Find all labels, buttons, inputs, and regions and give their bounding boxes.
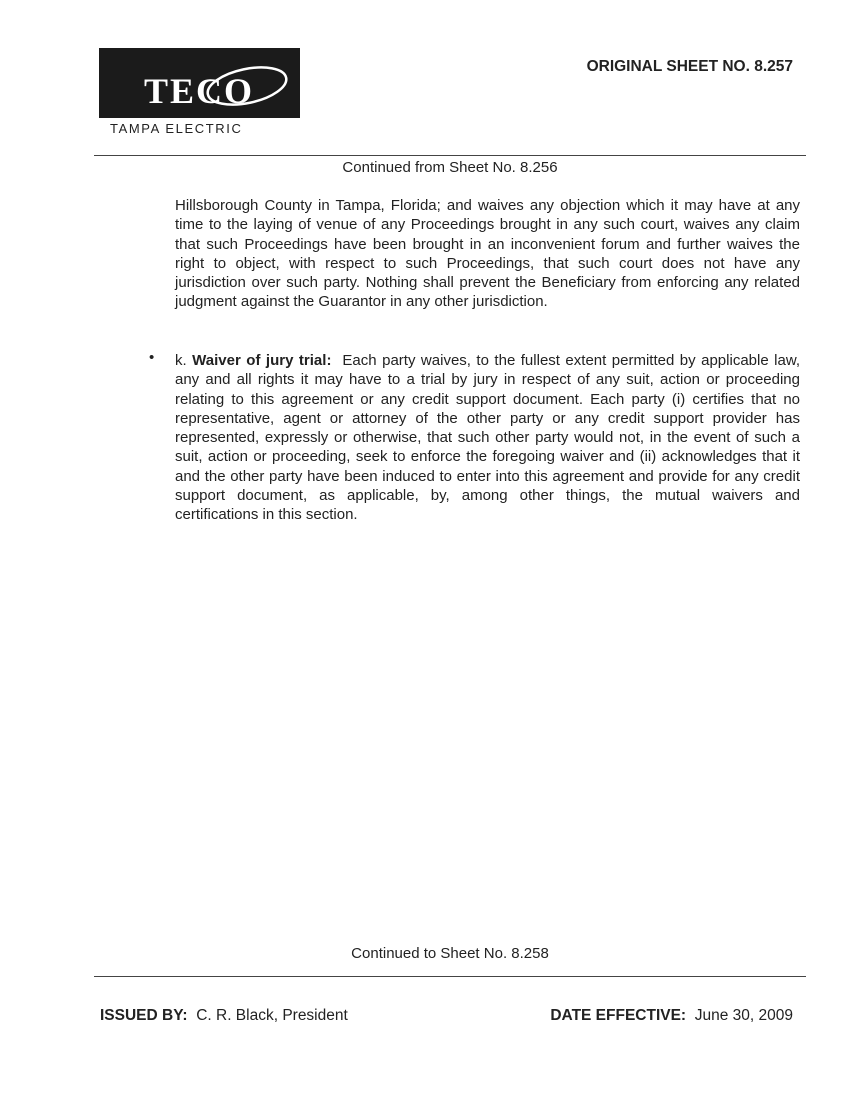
bullet-icon: •: [149, 349, 155, 366]
teco-logo: [99, 48, 300, 118]
section-k-heading: Waiver of jury trial:: [192, 352, 332, 369]
footer-divider: [94, 976, 806, 977]
teco-logo-mark: [99, 48, 300, 118]
issued-by-value: C. R. Black, President: [196, 1007, 348, 1024]
logo-subtitle: TAMPA ELECTRIC: [110, 121, 243, 136]
sheet-number: ORIGINAL SHEET NO. 8.257: [586, 58, 793, 75]
section-k-prefix: k.: [175, 352, 187, 369]
header-divider: [94, 155, 806, 156]
section-k-paragraph: [175, 351, 800, 525]
paragraph-venue: Hillsborough County in Tampa, Florida; and waives any objection which it may have at any time to the laying of venue of any Proceedings brought in any such court, waives any claim that such Proceedings have been brought in an inconvenient forum and further waives the right to object, with respect to such Proceedings, that such court does not have any jurisdiction over such party. Nothing shall prevent the Beneficiary from enforcing any related judgment against the Guarantor in any other jurisdiction.: [175, 197, 800, 311]
issued-by: [100, 1007, 348, 1025]
date-effective-label: DATE EFFECTIVE:: [550, 1007, 687, 1024]
section-k-text: Each party waives, to the fullest extent permitted by applicable law, any and all rights it may have to a trial by jury in respect of any suit, action or proceeding relating to this agreement or any credit support document. Each party (i) certifies that no representative, agent or attorney of the other party or any credit support provider has represented, expressly or otherwise, that such other party would not, in the event of such a suit, action or proceeding, seek to enforce the foregoing waiver and (ii) acknowledges that it and the other party have been induced to enter into this agreement and provide for any credit support document, as applicable, by, among other things, the mutual waivers and certifications in this section.: [175, 352, 801, 524]
continued-from: Continued from Sheet No. 8.256: [342, 159, 558, 176]
continued-to: Continued to Sheet No. 8.258: [351, 945, 549, 962]
issued-by-label: ISSUED BY:: [100, 1007, 188, 1024]
date-effective: [550, 1007, 793, 1025]
date-effective-value: June 30, 2009: [694, 1007, 793, 1024]
logo-text: TECO: [143, 71, 255, 111]
